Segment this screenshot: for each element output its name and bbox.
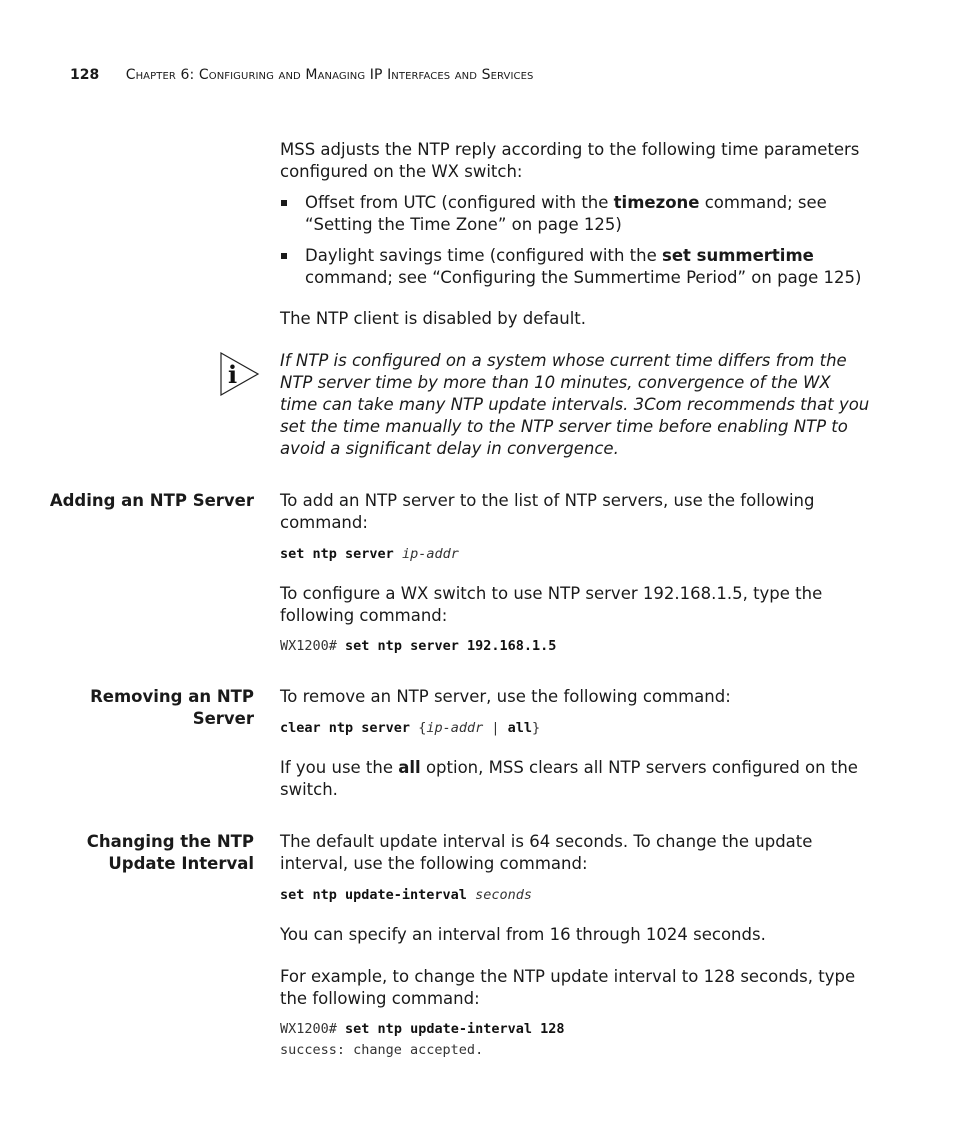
section-heading-update-interval: Changing the NTP Update Interval	[86, 832, 254, 873]
section-heading-add-server: Adding an NTP Server	[49, 491, 254, 510]
time-parameters-list	[280, 192, 880, 289]
add-server-example-intro: To configure a WX switch to use NTP server 192.168.1.5, type the following command:	[280, 584, 823, 625]
ntp-disabled-text: The NTP client is disabled by default.	[280, 309, 587, 328]
update-interval-intro: The default update interval is 64 seconds. To change the update interval, use the following command:	[280, 832, 813, 873]
list-item: Daylight savings time (configured with the set summertime command; see “Configuring the Summertime Period” on page 125)	[280, 245, 880, 289]
remove-server-all-option: If you use the all option, MSS clears all NTP servers configured on the switch.	[280, 758, 858, 799]
update-interval-example-intro: For example, to change the NTP update interval to 128 seconds, type the following command:	[280, 967, 856, 1008]
remove-server-syntax: clear ntp server {ip-addr | all}	[280, 720, 541, 736]
section-heading-remove-server: Removing an NTP Server	[90, 687, 254, 728]
remove-server-intro: To remove an NTP server, use the following command:	[280, 687, 731, 706]
bullet-icon	[281, 200, 287, 206]
running-header	[70, 67, 533, 83]
bullet-icon	[281, 253, 287, 259]
info-icon	[220, 352, 260, 396]
page-number: 128	[70, 67, 100, 83]
command-output: success: change accepted.	[280, 1042, 484, 1058]
add-server-syntax: set ntp server ip-addr	[280, 546, 459, 562]
list-item: Offset from UTC (configured with the timezone command; see “Setting the Time Zone” on page 125)	[280, 192, 880, 236]
add-server-example: WX1200# set ntp server 192.168.1.5	[280, 638, 557, 654]
update-interval-syntax: set ntp update-interval seconds	[280, 887, 532, 903]
update-interval-range: You can specify an interval from 16 through 1024 seconds.	[280, 925, 766, 944]
intro-paragraph: MSS adjusts the NTP reply according to the following time parameters configured on the WX switch:	[280, 140, 860, 181]
chapter-title: Chapter 6: Configuring and Managing IP Interfaces and Services	[125, 67, 534, 83]
note-text: If NTP is configured on a system whose current time differs from the NTP server time by more than 10 minutes, convergence of the WX time can take many NTP update intervals. 3Com recommends that you set the time manually to the NTP server time before enabling NTP to avoid a significant delay in convergence.	[280, 351, 870, 458]
add-server-intro: To add an NTP server to the list of NTP servers, use the following command:	[280, 491, 815, 532]
svg-text:i: i	[228, 360, 238, 389]
update-interval-example: WX1200# set ntp update-interval 128 success: change accepted.	[280, 1021, 565, 1058]
